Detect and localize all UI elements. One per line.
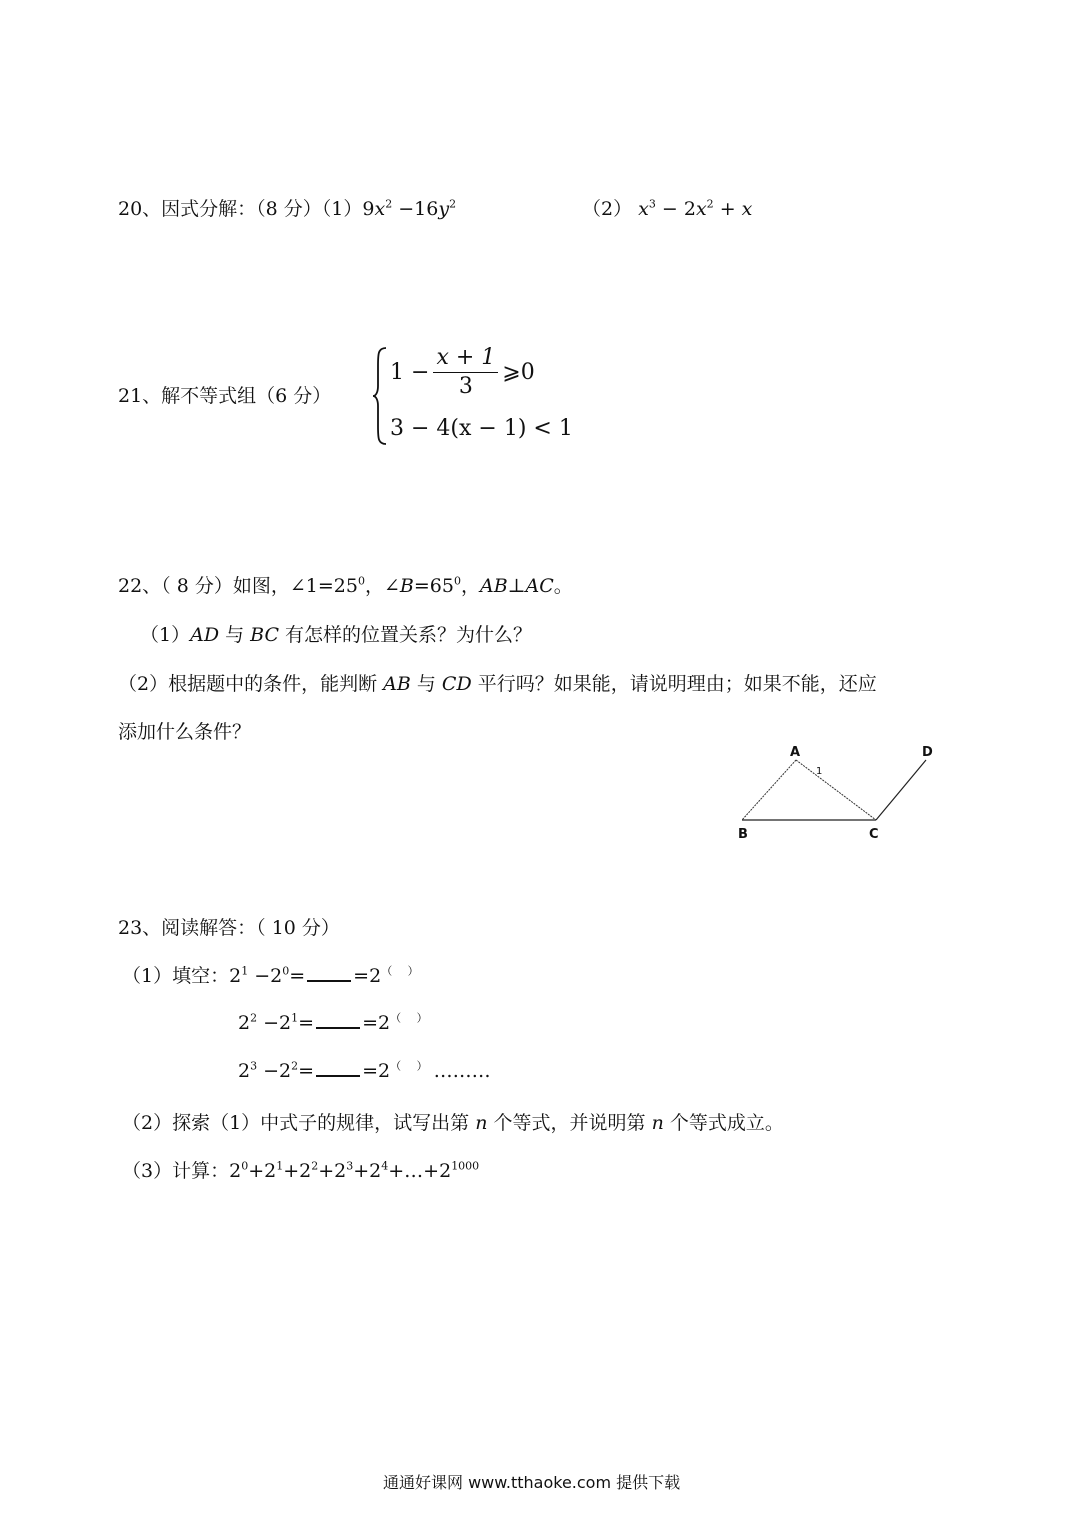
row1-eq: =	[289, 965, 306, 987]
fraction	[433, 344, 498, 401]
row3-eb: 2	[291, 1059, 299, 1073]
q20-p2-exp1: 3	[648, 197, 656, 211]
fill-blank[interactable]	[307, 964, 351, 982]
label-a: A	[790, 745, 801, 760]
q21-prefix: 21、解不等式组（6 分）	[118, 385, 332, 407]
q22-p2-post: 平行吗？如果能，请说明理由；如果不能，还应	[471, 673, 877, 695]
ineq1-pre: 1 −	[390, 359, 430, 385]
q20-p2-var1: x	[638, 198, 649, 220]
segment-ab	[742, 760, 796, 820]
term-op: +	[283, 1160, 300, 1182]
term-op: +…+	[388, 1160, 440, 1182]
row2-paren[interactable]: （ ）	[390, 1011, 434, 1025]
row3-b: −2	[257, 1060, 292, 1082]
row3-eq: =	[298, 1060, 315, 1082]
q20-p2-mid: − 2	[655, 198, 696, 220]
q23-title: 23、阅读解答：（ 10 分）	[118, 917, 340, 939]
term-exp: 1	[276, 1159, 284, 1173]
q20-p1-mid: −16	[392, 198, 439, 220]
label-b: B	[738, 827, 748, 842]
term-base: 2	[369, 1160, 382, 1182]
page-footer	[383, 1470, 680, 1493]
q22-b: B	[399, 575, 414, 597]
q22-end: 。	[553, 575, 573, 597]
q23-part1-label: （1）填空：	[122, 965, 230, 987]
row2-eb: 1	[291, 1011, 299, 1025]
q23-p2-n1: n	[475, 1112, 488, 1134]
q23-p2-n2: n	[651, 1112, 664, 1134]
term-op: +	[318, 1160, 335, 1182]
row3-dots: ………	[433, 1060, 491, 1082]
q23-row-2	[238, 1011, 434, 1034]
q23-p2-post: 个等式成立。	[663, 1112, 784, 1134]
q22-p2-pre: （2）根据题中的条件，能判断	[118, 673, 384, 695]
term-exp: 3	[346, 1159, 354, 1173]
term-exp: 0	[241, 1159, 249, 1173]
question-21	[118, 381, 331, 408]
inequality-system	[390, 344, 573, 456]
q22-p1-pre: （1）	[140, 624, 191, 646]
label-d: D	[922, 745, 933, 760]
question-20-part-2	[582, 194, 752, 221]
q23-row-3	[238, 1059, 491, 1082]
q22-ab: AB	[479, 575, 508, 597]
row1-a: 2	[229, 965, 242, 987]
inequality-line-2	[390, 400, 573, 456]
q22-deg: 0	[357, 574, 365, 588]
row3-paren[interactable]: （ ）	[390, 1059, 434, 1073]
q20-p1-exp: 2	[385, 197, 393, 211]
row1-eb: 0	[282, 964, 290, 978]
q22-p2-cd: CD	[441, 673, 472, 695]
row2-eq: =	[298, 1012, 315, 1034]
q23-part-3	[122, 1156, 479, 1183]
q22-part-2-line-2	[118, 717, 251, 744]
q20-p1-exp2: 2	[449, 197, 457, 211]
q23-part-2	[122, 1108, 784, 1135]
q22-deg2: 0	[453, 574, 461, 588]
segment-cd	[876, 760, 926, 820]
q22-p2-line2: 添加什么条件？	[118, 721, 252, 743]
q20-p1-coef: 9	[362, 198, 375, 220]
q22-ac: AC	[525, 575, 554, 597]
label-angle-1: 1	[816, 766, 823, 777]
q20-p2-var2: x	[695, 198, 707, 220]
q22-p2-mid: 与	[410, 673, 442, 695]
row3-ea: 3	[250, 1059, 258, 1073]
ineq2: 3 − 4(x − 1) < 1	[390, 415, 573, 441]
geometry-figure	[730, 738, 940, 848]
term-base: 2	[439, 1160, 452, 1182]
q23-p2-mid: 个等式，并说明第	[487, 1112, 652, 1134]
row1-paren[interactable]: （ ）	[381, 964, 425, 978]
q20-p1-var2: y	[438, 198, 450, 220]
term-op: +	[248, 1160, 265, 1182]
q22-sep: ，	[460, 575, 480, 597]
segment-ac	[796, 760, 876, 820]
q22-prefix: 22、（ 8 分）如图，∠1=25	[118, 575, 358, 597]
row3-a: 2	[238, 1060, 251, 1082]
q22-mid: ，∠	[364, 575, 400, 597]
fill-blank[interactable]	[316, 1059, 360, 1077]
row1-ea: 1	[241, 964, 249, 978]
fraction-denominator: 3	[458, 373, 473, 399]
q23-row-1	[122, 961, 425, 988]
q20-p2-label: （2）	[582, 198, 633, 220]
term-exp: 4	[381, 1159, 389, 1173]
row2-r: =2	[362, 1012, 391, 1034]
question-22	[118, 571, 573, 598]
q22-p1-post: 有怎样的位置关系？为什么？	[279, 624, 533, 646]
q22-eq65: =65	[413, 575, 454, 597]
q22-part-1	[140, 620, 532, 647]
term-base: 2	[264, 1160, 277, 1182]
q20-prefix: 20、因式分解：（8 分）（1）	[118, 198, 363, 220]
q23-p3-label: （3）计算：	[122, 1160, 230, 1182]
term-op: +	[353, 1160, 370, 1182]
term-base: 2	[229, 1160, 242, 1182]
footer-text: 通通好课网 www.tthaoke.com 提供下载	[383, 1473, 681, 1492]
q20-p2-exp2: 2	[706, 197, 714, 211]
question-23	[118, 913, 340, 940]
q20-p2-var3: x	[741, 198, 753, 220]
q22-p1-ad: AD	[190, 624, 220, 646]
row1-b: −2	[248, 965, 283, 987]
row2-ea: 2	[250, 1011, 258, 1025]
inequality-line-1	[390, 344, 573, 400]
term-exp: 1000	[451, 1159, 480, 1173]
term-base: 2	[299, 1160, 312, 1182]
q20-p2-plus: +	[713, 198, 742, 220]
q20-p1-var: x	[374, 198, 386, 220]
q22-perp: ⊥	[507, 575, 526, 597]
row2-b: −2	[257, 1012, 292, 1034]
fill-blank[interactable]	[316, 1011, 360, 1029]
term-base: 2	[334, 1160, 347, 1182]
q22-p2-ab: AB	[383, 673, 411, 695]
row3-r: =2	[362, 1060, 391, 1082]
row2-a: 2	[238, 1012, 251, 1034]
system-brace	[372, 346, 388, 446]
question-20	[118, 194, 456, 221]
q22-part-2	[118, 669, 877, 696]
q23-p2-pre: （2）探索（1）中式子的规律，试写出第	[122, 1112, 476, 1134]
q22-p1-bc: BC	[250, 624, 280, 646]
q22-p1-mid: 与	[219, 624, 251, 646]
row1-r: =2	[353, 965, 382, 987]
fraction-numerator: x + 1	[433, 344, 498, 373]
term-exp: 2	[311, 1159, 319, 1173]
label-c: C	[869, 827, 879, 842]
ineq1-post: ⩾0	[502, 359, 535, 385]
